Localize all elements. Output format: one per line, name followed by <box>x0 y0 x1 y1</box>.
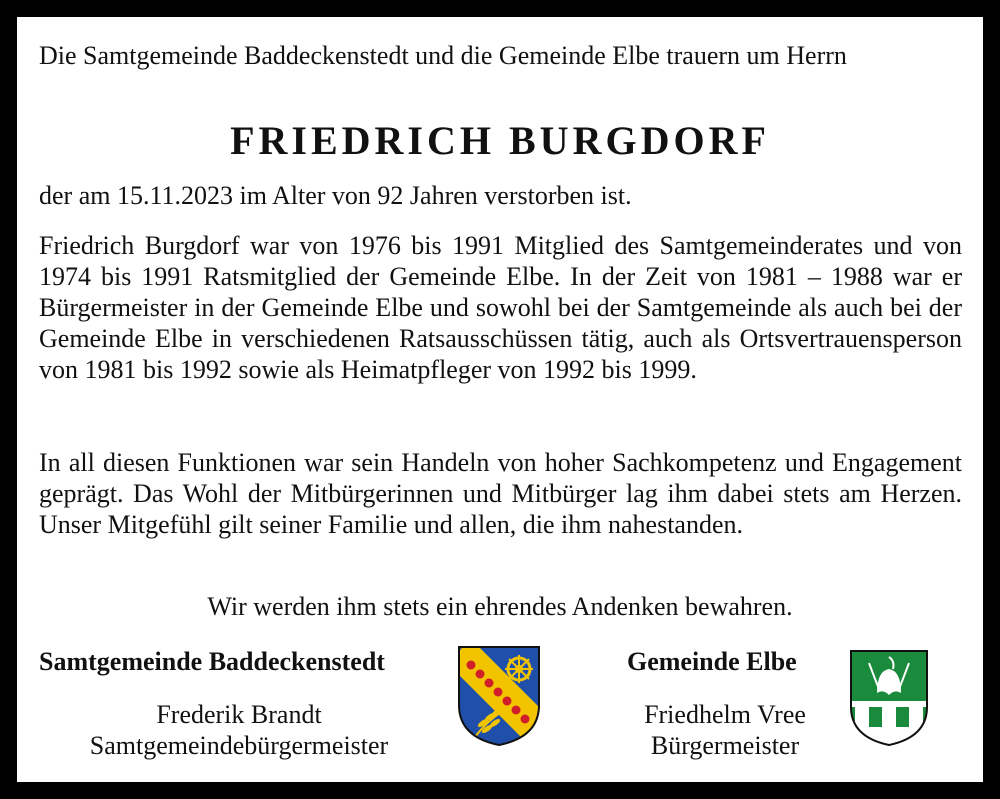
signer-name-left: Frederik Brandt <box>156 700 322 729</box>
signature-organization-left: Samtgemeinde Baddeckenstedt <box>39 647 385 676</box>
deceased-name: FRIEDRICH BURGDORF <box>230 118 770 163</box>
elbe-coat-of-arms-icon <box>849 649 929 747</box>
obituary-notice <box>17 17 983 782</box>
signer-title-right: Bürgermeister <box>650 731 800 760</box>
intro-text: Die Samtgemeinde Baddeckenstedt und die Gemeinde Elbe trauern um Herrn <box>39 41 847 70</box>
baddeckenstedt-coat-of-arms-icon <box>457 645 541 747</box>
death-date-line: der am 15.11.2023 im Alter von 92 Jahren verstorben ist. <box>39 181 632 210</box>
signature-organization-right: Gemeinde Elbe <box>627 647 797 676</box>
biography-paragraph: Friedrich Burgdorf war von 1976 bis 1991 Mitglied des Samtgemeinderates und von 1974 bis 1991 Ratsmitglied der Gemeinde Elbe. In der Zeit von 1981 – 1988 war er Bürgermeister in der Gemeinde Elbe und sowohl bei der Samtgemeinde als auch bei der Gemeinde Elbe in verschiedenen Ratsausschüssen tätig, auch als Ortsvertrauensperson von 1981 bis 1992 sowie als Heimatpfleger von 1992 bis 1999. <box>39 231 962 384</box>
signer-name-right: Friedhelm Vree <box>644 700 806 729</box>
closing-line: Wir werden ihm stets ein ehrendes Andenken bewahren. <box>207 592 793 621</box>
tribute-paragraph: In all diesen Funktionen war sein Handeln von hoher Sachkompetenz und Engagement geprägt. Das Wohl der Mitbürgerinnen und Mitbürger lag ihm dabei stets am Herzen. Unser Mitgefühl gilt seiner Familie und allen, die ihm nahestanden. <box>39 448 962 539</box>
signer-title-left: Samtgemeindebürgermeister <box>89 731 389 760</box>
